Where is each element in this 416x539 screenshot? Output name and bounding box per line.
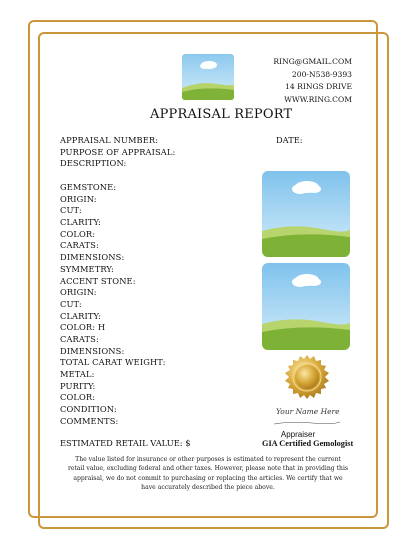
field-dimensions: DIMENSIONS:	[60, 252, 125, 263]
field-accent-dimensions: DIMENSIONS:	[60, 345, 125, 356]
field-appraisal-number: APPRAISAL NUMBER:	[60, 135, 159, 145]
contact-website: WWW.RING.COM	[284, 94, 352, 104]
field-purity: PURITY:	[60, 380, 96, 391]
field-accent-origin: ORIGIN:	[60, 287, 97, 298]
field-symmetry: SYMMETRY:	[60, 263, 114, 274]
appraiser-title: GIA Certified Gemologist	[262, 439, 354, 448]
field-purpose: PURPOSE OF APPRAISAL:	[60, 146, 176, 157]
contact-block	[273, 56, 352, 106]
logo-image	[182, 54, 234, 100]
field-total-carat-weight: TOTAL CARAT WEIGHT:	[60, 357, 166, 368]
field-carats: CARATS:	[60, 240, 99, 251]
contact-address: 14 RINGS DRIVE	[285, 82, 352, 91]
field-clarity: CLARITY:	[60, 217, 101, 228]
signature-flourish	[272, 420, 342, 426]
header-fields	[60, 135, 175, 170]
contact-email: RING@GMAIL.COM	[273, 57, 352, 66]
gem-photo-1	[262, 171, 350, 257]
field-accent-carats: CARATS:	[60, 333, 99, 344]
field-accent-color: COLOR: H	[60, 322, 106, 333]
field-gemstone: GEMSTONE:	[60, 182, 117, 192]
field-comments: COMMENTS:	[60, 415, 119, 426]
contact-phone: 200-N538-9393	[291, 69, 352, 79]
field-cut: CUT:	[60, 205, 82, 216]
appraiser-label: Appraiser	[280, 430, 316, 439]
field-color: COLOR:	[60, 228, 96, 239]
field-origin: ORIGIN:	[60, 193, 97, 204]
field-retail-value: ESTIMATED RETAIL VALUE: $	[60, 438, 191, 448]
field-date: DATE:	[276, 135, 303, 145]
page-title: APPRAISAL REPORT	[150, 107, 293, 122]
field-accent-clarity: CLARITY:	[60, 310, 101, 321]
signature: Your Name Here	[276, 407, 340, 416]
gold-seal-icon	[284, 354, 330, 400]
field-condition: CONDITION:	[60, 404, 117, 415]
field-metal-color: COLOR:	[60, 392, 96, 403]
gem-photo-2	[262, 263, 350, 350]
field-accent-cut: CUT:	[60, 298, 82, 309]
disclaimer-text: The value listed for insurance or other purposes is estimated to represent the current retail value, excluding federal and other taxes. However, please note that in providing this appraisal, we do not commit to purchasing or replacing the articles. We certify that we have accurately described the piece above.	[67, 456, 349, 491]
field-description: DESCRIPTION:	[60, 158, 127, 169]
field-accent-stone: ACCENT STONE:	[60, 275, 136, 286]
detail-fields	[60, 182, 166, 427]
field-metal: METAL:	[60, 369, 95, 379]
